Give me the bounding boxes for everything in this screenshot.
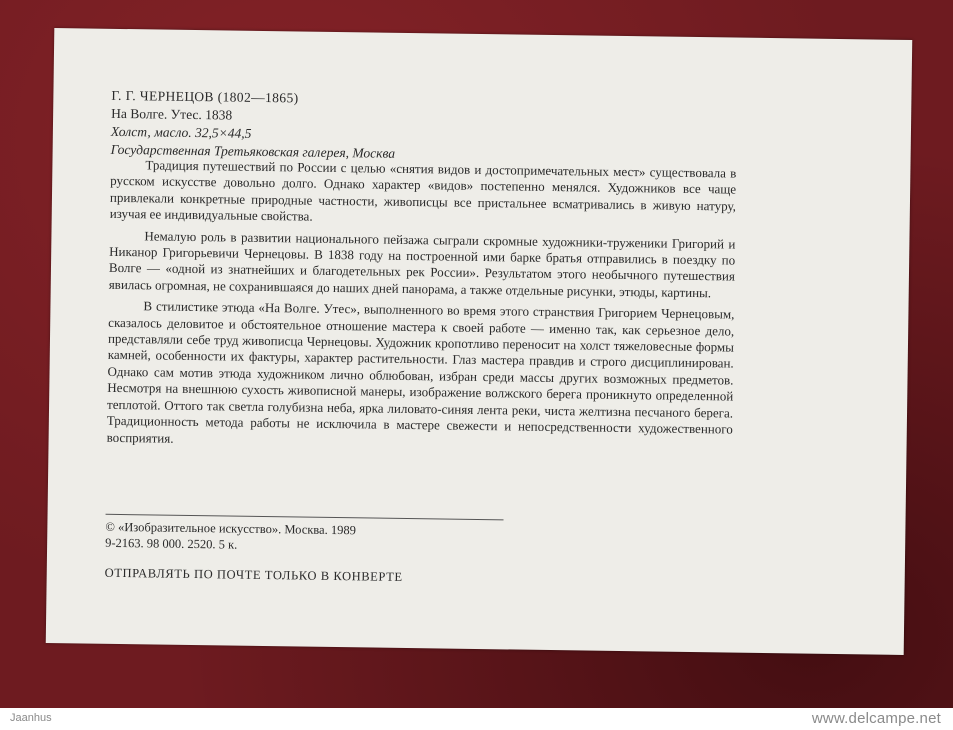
paragraph-1: Традиция путешествий по России с целью «снятия видов и достопримечательных мест» существовала в русском искусстве довольно долго. Однако характер «видов» постепенно менялся. Художников все чаще привлекали конкретные природные частности, живописцы все пристальнее всматривались в живую натуру, изучая ее индивидуальные свойства. [109, 157, 737, 224]
description-text [106, 157, 736, 460]
museum-line: Государственная Третьяковская галерея, Москва [110, 141, 396, 161]
print-code-line: 9-2163. 98 000. 2520. 5 к. [105, 535, 238, 552]
paragraph-2: Немалую роль в развитии национального пейзажа сыграли скромные художники-труженики Григорий и Никанор Григорьевичи Чернецовы. В 1838 году на построенной ими барке братья отправились в поездку по Волге — «одной из знатнейших и благодетельных рек России». Результатом этого необычного путешествия явилась огромная, не сохранившаяся до наших дней панорама, а также отдельные рисунки, этюды, картины. [108, 227, 736, 301]
site-watermark: www.delcampe.net [811, 710, 941, 727]
author-line: Г. Г. ЧЕРНЕЦОВ (1802—1865) [111, 87, 299, 106]
mailing-instruction: ОТПРАВЛЯТЬ ПО ПОЧТЕ ТОЛЬКО В КОНВЕРТЕ [104, 565, 403, 584]
seller-name: Jaanhus [10, 712, 52, 724]
paragraph-3: В стилистике этюда «На Волге. Утес», выполненного во время этого странствия Григорием Чернецовым, сказалось деловитое и обстоятельное отношение мастера к своей работе — именно так, как серьезное дело, представляли себе труд живописца Чернецовы. Художник кропотливо переносит на холст тяжеловесные формы камней, особенности их фактуры, характер растительности. Глаз мастера правдив и строго дисциплинирован. Однако сам мотив этюда художником лично облюбован, избран среди массы других возможных предметов. Несмотря на внешнюю сухость живописной манеры, изображение волжского берега проникнуто определенной теплотой. Оттого так светла голубизна неба, ярка лиловато-синяя лента реки, чиста желтизна песчаного берега. Традиционность метода работы не исключила в мастере свежести и непосредственности художественного восприятия. [106, 298, 735, 446]
watermark-bar [0, 708, 953, 730]
publisher-info [105, 519, 356, 554]
title-line: На Волге. Утес. 1838 [111, 105, 233, 123]
artwork-header [111, 87, 396, 163]
medium-line: Холст, масло. 32,5×44,5 [110, 123, 252, 141]
copyright-line: © «Изобразительное искусство». Москва. 1989 [105, 519, 356, 538]
postcard-back [46, 28, 913, 655]
